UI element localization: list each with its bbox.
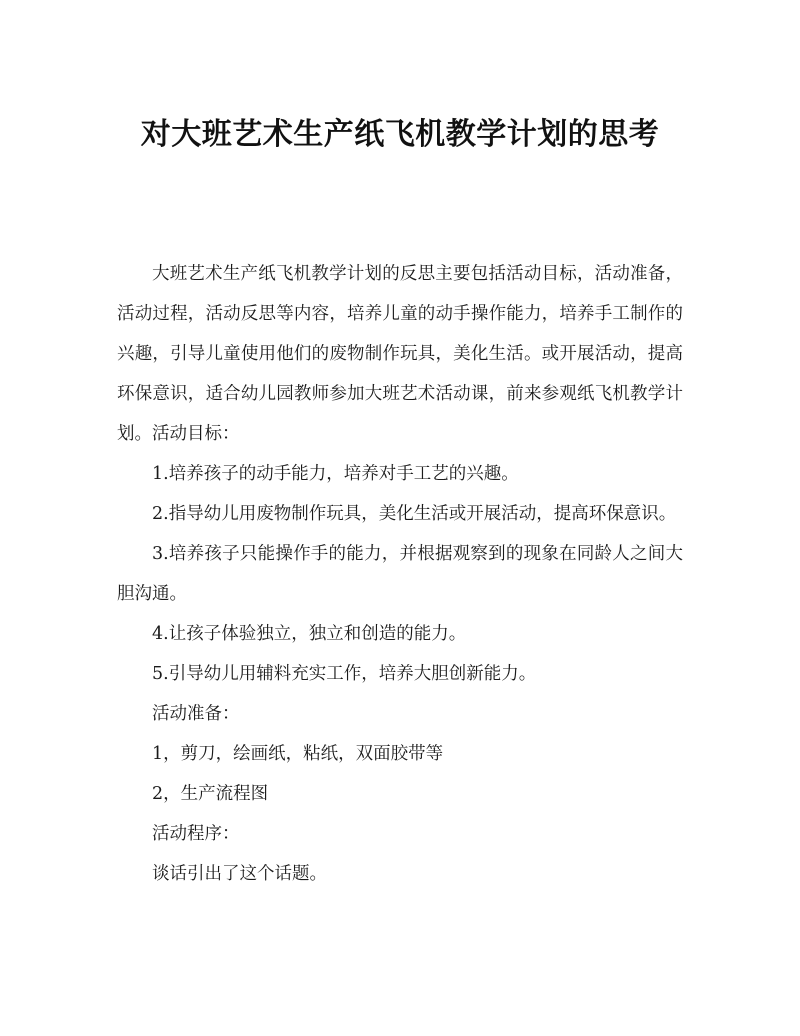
- preparation-item-2: 2，生产流程图: [152, 784, 269, 804]
- goal-item-4: 4.让孩子体验独立，独立和创造的能力。: [152, 624, 467, 644]
- preparation-item-1: 1，剪刀，绘画纸，粘纸，双面胶带等: [152, 744, 444, 764]
- goal-item-2: 2.指导幼儿用废物制作玩具，美化生活或开展活动，提高环保意识。: [152, 504, 677, 524]
- goal-item-5: 5.引导幼儿用辅料充实工作，培养大胆创新能力。: [152, 664, 537, 684]
- goal-item-3: 3.培养孩子只能操作手的能力，并根据观察到的现象在同龄人之间大胆沟通。: [117, 544, 683, 604]
- preparation-heading: 活动准备：: [152, 704, 240, 724]
- procedure-heading: 活动程序：: [152, 824, 240, 844]
- document-title: 对大班艺术生产纸飞机教学计划的思考: [140, 117, 660, 152]
- intro-paragraph: 大班艺术生产纸飞机教学计划的反思主要包括活动目标，活动准备，活动过程，活动反思等内容，培养儿童的动手操作能力，培养手工制作的兴趣，引导儿童使用他们的废物制作玩具，美化生活。或开展活动，提高环保意识，适合幼儿园教师参加大班艺术活动课，前来参观纸飞机教学计划。活动目标：: [117, 264, 683, 444]
- document-body: [117, 254, 683, 894]
- goal-item-1: 1.培养孩子的动手能力，培养对手工艺的兴趣。: [152, 464, 519, 484]
- procedure-step-1: 谈话引出了这个话题。: [152, 864, 327, 884]
